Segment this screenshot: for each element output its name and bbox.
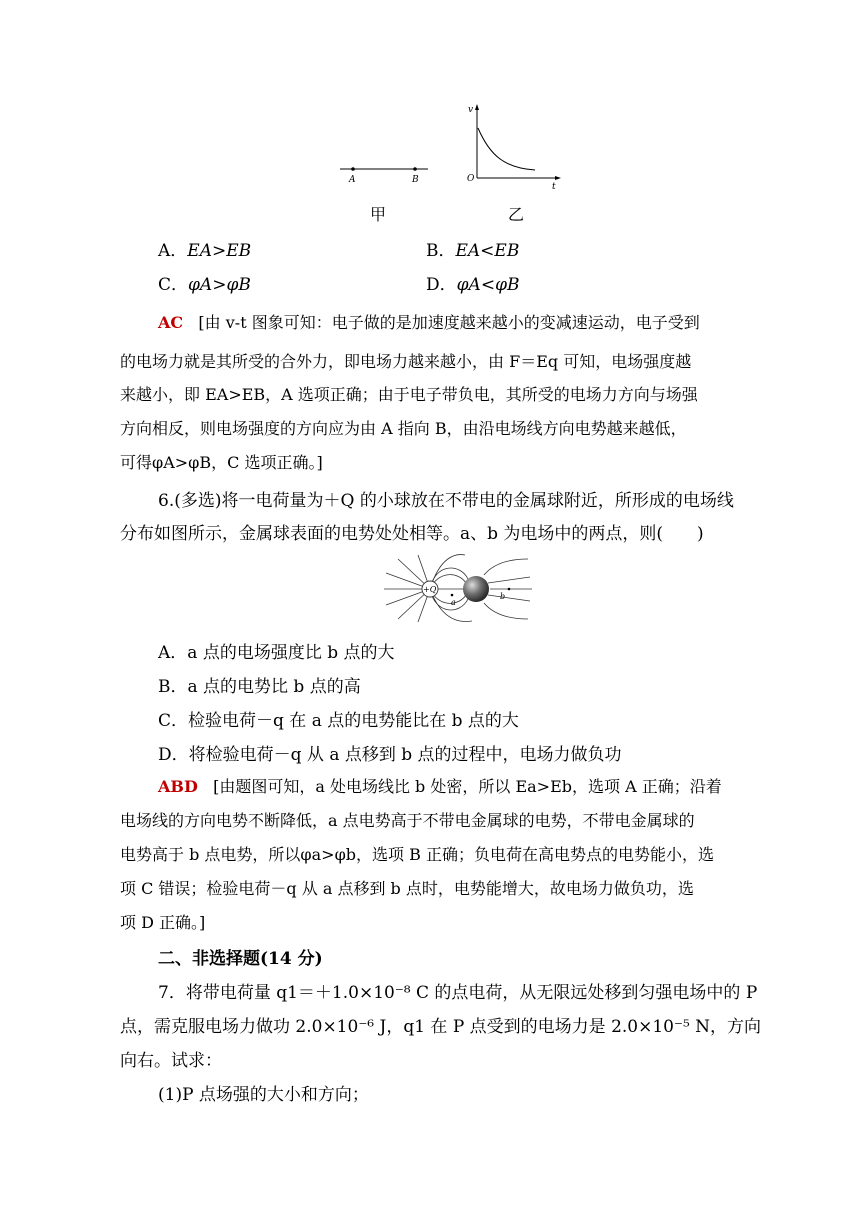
q6-explanation-line-4: 项 C 错误；检验电荷－q 从 a 点移到 b 点时，电势能增大，故电场力做负功，选: [120, 879, 694, 898]
q6-explanation-line-3: 电势高于 b 点电势，所以φa>φb，选项 B 正确；负电荷在高电势点的电势能小，选: [120, 845, 714, 864]
figure-yi-caption: 乙: [508, 205, 525, 224]
charge-label: +Q: [423, 585, 437, 594]
q5-option-c-letter: C．: [158, 275, 189, 295]
q5-option-a-letter: A．: [158, 241, 188, 261]
point-a-label-q6: a: [451, 598, 456, 607]
q5-explanation-text-1: [由 v-t 图象可知：电子做的是加速度越来越小的变减速运动，电子受到: [198, 313, 700, 332]
q5-option-b-letter: B．: [426, 241, 456, 261]
point-b-label-q6: b: [500, 592, 506, 601]
q5-option-d-text: φA<φB: [456, 275, 520, 295]
q6-explanation-text-1: [由题图可知，a 处电场线比 b 处密，所以 Ea>Eb，选项 A 正确；沿着: [213, 777, 722, 796]
q6-explanation-line-1: [158, 774, 722, 797]
q5-answer-key: AC: [158, 313, 184, 332]
point-a-label: A: [349, 175, 356, 185]
q6-explanation-line-5: 项 D 正确。]: [120, 913, 206, 932]
q6-option-d[interactable]: D．将检验电荷－q 从 a 点移到 b 点的过程中，电场力做负功: [158, 745, 622, 765]
q7-stem-line-2: 点，需克服电场力做功 2.0×10⁻⁶ J，q1 在 P 点受到的电场力是 2.0×10⁻⁵ N，方向: [120, 1017, 762, 1037]
figure-jia-caption: 甲: [370, 205, 387, 224]
q5-option-c[interactable]: [158, 270, 251, 295]
q6-answer-key: ABD: [158, 777, 198, 796]
figure-jia-yi: [330, 100, 570, 200]
axis-v-label: v: [468, 105, 474, 115]
q5-explanation-line-4: 方向相反，则电场强度的方向应为由 A 指向 B，由沿电场线方向电势越来越低，: [120, 419, 687, 438]
q6-explanation-line-2: 电场线的方向电势不断降低，a 点电势高于不带电金属球的电势，不带电金属球的: [120, 811, 695, 830]
q7-stem-line-3: 向右。试求：: [120, 1051, 222, 1071]
point-b-label: B: [412, 175, 419, 185]
q6-stem-line-1: 6.(多选)将一电荷量为＋Q 的小球放在不带电的金属球附近，所形成的电场线: [158, 491, 734, 511]
q6-stem-line-2: 分布如图所示，金属球表面的电势处处相等。a、b 为电场中的两点，则( ): [120, 524, 704, 544]
q7-sub-question-1: (1)P 点场强的大小和方向；: [158, 1085, 369, 1105]
q5-option-a-text: EA>EB: [187, 241, 252, 261]
q5-option-d-letter: D．: [426, 275, 457, 295]
axis-t-label: t: [552, 182, 556, 192]
q5-option-b[interactable]: [426, 236, 519, 261]
q5-option-d[interactable]: [426, 270, 519, 295]
origin-label: O: [467, 174, 475, 184]
q5-explanation-line-2: 的电场力就是其所受的合外力，即电场力越来越小，由 F＝Eq 可知，电场强度越: [120, 352, 692, 371]
metal-ball: [463, 576, 489, 602]
q5-option-a[interactable]: [158, 236, 251, 261]
q5-option-c-text: φA>φB: [188, 275, 251, 295]
q5-explanation-line-3: 来越小，即 EA>EB，A 选项正确；由于电子带负电，其所受的电场力方向与场强: [120, 385, 698, 404]
q5-explanation-line-5: 可得φA>φB，C 选项正确。]: [120, 453, 323, 472]
q6-option-c[interactable]: C．检验电荷－q 在 a 点的电势能比在 b 点的大: [158, 711, 519, 731]
section-title: 二、非选择题(14 分): [158, 949, 323, 969]
field-line-figure: [380, 553, 540, 623]
q6-option-a[interactable]: A．a 点的电场强度比 b 点的大: [158, 643, 395, 663]
q5-explanation-line-1: [158, 310, 700, 333]
q7-stem-line-1: 7．将带电荷量 q1＝＋1.0×10⁻⁸ C 的点电荷，从无限远处移到匀强电场中的 P: [158, 983, 758, 1003]
q6-option-b[interactable]: B．a 点的电势比 b 点的高: [158, 677, 361, 697]
q5-option-b-text: EA<EB: [455, 241, 520, 261]
